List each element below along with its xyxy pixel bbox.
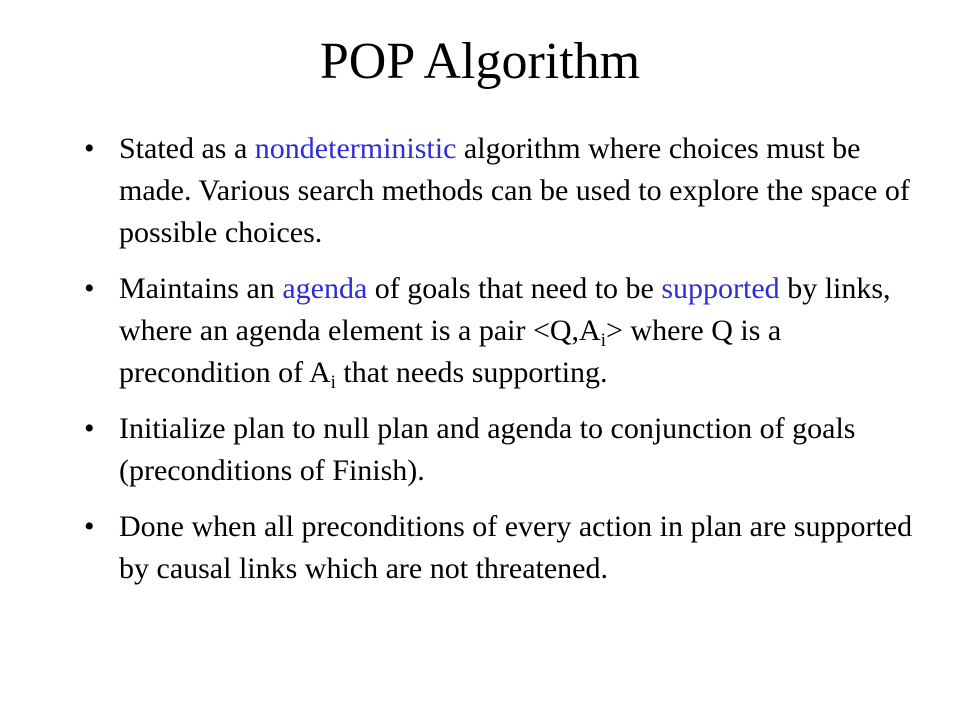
bullet-dot-icon: •	[84, 412, 95, 445]
subscript: i	[600, 330, 606, 351]
bullet-text: algorithm where choices must be made. Various search methods can be used to explore the space of possible choices.	[119, 132, 910, 249]
bullet-item	[80, 268, 920, 394]
bullet-text: Initialize plan to null plan and agenda to conjunction of goals (preconditions of Finish).	[119, 412, 856, 487]
bullet-text: by links, where an agenda element is a pair <Q,A	[119, 272, 891, 347]
bullet-dot-icon: •	[84, 132, 95, 165]
highlight-term: agenda	[282, 272, 368, 305]
bullet-text: > where Q is a precondition of A	[119, 314, 782, 389]
highlight-term: supported	[661, 272, 780, 305]
bullet-text: that needs supporting.	[335, 356, 608, 389]
bullet-text: Maintains an	[119, 272, 283, 305]
bullet-dot-icon: •	[84, 510, 95, 543]
bullet-list	[80, 128, 920, 604]
bullet-item	[80, 506, 920, 590]
bullet-item	[80, 408, 920, 492]
bullet-text: Done when all preconditions of every action in plan are supported by causal links which are not threatened.	[119, 510, 913, 585]
bullet-item	[80, 128, 920, 254]
bullet-text: Stated as a	[119, 132, 255, 165]
bullet-text: of goals that need to be	[367, 272, 662, 305]
highlight-term: nondeterministic	[254, 132, 457, 165]
slide-title: POP Algorithm	[319, 33, 641, 90]
bullet-dot-icon: •	[84, 272, 95, 305]
subscript: i	[330, 372, 336, 393]
